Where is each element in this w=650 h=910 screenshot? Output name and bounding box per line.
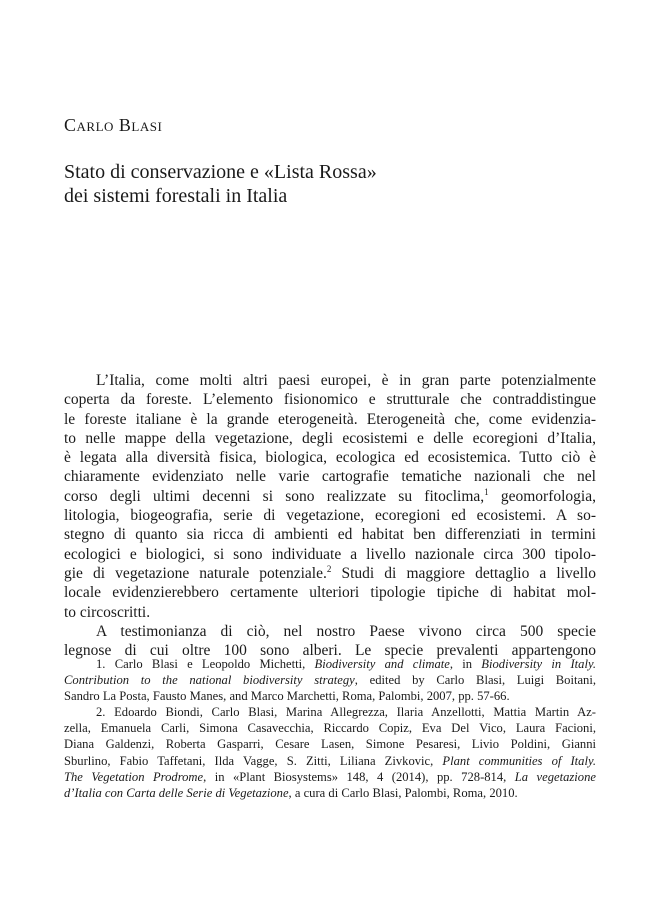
- text-line: stegno di quanto sia ricca di ambienti ed habitat ben differenziati in termini: [64, 526, 596, 544]
- body-text: [64, 371, 596, 660]
- text-line: è legata alla diversità fisica, biologica, ecologica ed ecosistemica. Tutto ciò è: [64, 449, 596, 467]
- footnotes: [64, 656, 596, 801]
- title-line: Stato di conservazione e «Lista Rossa»: [64, 161, 377, 183]
- footnote-1-line: Sandro La Posta, Fausto Manes, and Marco Marchetti, Roma, Palombi, 2007, pp. 57-66.: [64, 689, 510, 704]
- footnote-ref-2: 2: [326, 563, 332, 574]
- text-line: legnose di cui oltre 100 sono alberi. Le specie prevalenti appartengono: [64, 642, 596, 660]
- text-line: corso degli ultimi decenni si sono realizzate su fitoclima,$^1$ geomorfologia,: [64, 486, 596, 505]
- title-line: dei sistemi forestali in Italia: [64, 185, 288, 207]
- text-line: to nelle mappe della vegetazione, degli ecosistemi e delle ecoregioni d’Italia,: [64, 429, 596, 447]
- footnote-ref-1: 1: [484, 486, 489, 497]
- footnote-1-line: Contribution to the national biodiversity strategy, edited by Carlo Blasi, Luigi Boitani,: [64, 673, 596, 688]
- text-line: locale evidenzierebbero certamente ulteriori tipologie tipiche di habitat mol-: [64, 584, 596, 602]
- footnote-2-line: Sburlino, Fabio Taffetani, Ilda Vagge, S. Zitti, Liliana Zivkovic, Plant communities of Italy.: [64, 753, 596, 768]
- footnote-2-line: 2. Edoardo Biondi, Carlo Blasi, Marina Allegrezza, Ilaria Anzellotti, Mattia Martin Az-: [96, 705, 596, 720]
- text-line: le foreste italiane è la grande eterogeneità. Eterogeneità che, come evidenzia-: [64, 410, 596, 428]
- text-line: ecologici e biologici, si sono individuate a livello nazionale circa 300 tipolo-: [64, 545, 596, 563]
- text-line: L’Italia, come molti altri paesi europei, è in gran parte potenzialmente: [96, 372, 596, 389]
- text-line: A testimonianza di ciò, nel nostro Paese vivono circa 500 specie: [96, 622, 596, 640]
- text-line: gie di vegetazione naturale potenziale.$^2$ Studi di maggiore dettaglio a livello: [64, 563, 596, 582]
- text-line: to circoscritti.: [64, 603, 151, 621]
- footnote-2-line: d’Italia con Carta delle Serie di Vegetazione, a cura di Carlo Blasi, Palombi, Roma, 2010.: [64, 785, 518, 800]
- text-line: coperta da foreste. L’elemento fisionomico e strutturale che contraddistingue: [64, 391, 596, 409]
- text-line: chiaramente evidenziato nelle varie cartografie tematiche nazionali che nel: [64, 468, 596, 486]
- footnote-2-line: The Vegetation Prodrome, in «Plant Biosystems» 148, 4 (2014), pp. 728-814, La vegetazione: [64, 769, 596, 784]
- text-line: litologia, biogeografia, serie di vegetazione, ecoregioni ed ecosistemi. A so-: [64, 507, 596, 525]
- chapter-title: [64, 160, 544, 208]
- footnote-2-line: zella, Emanuela Carli, Simona Casavecchia, Riccardo Copiz, Eva Del Vico, Laura Facioni,: [64, 721, 596, 736]
- footnote-2-line: Diana Galdenzi, Roberta Gasparri, Cesare Lasen, Simone Pesaresi, Livio Poldini, Gianni: [64, 737, 596, 752]
- author-name: Carlo Blasi: [64, 115, 163, 135]
- footnote-1-line: 1. Carlo Blasi e Leopoldo Michetti, Biodiversity and climate, in Biodiversity in Italy.: [96, 657, 596, 671]
